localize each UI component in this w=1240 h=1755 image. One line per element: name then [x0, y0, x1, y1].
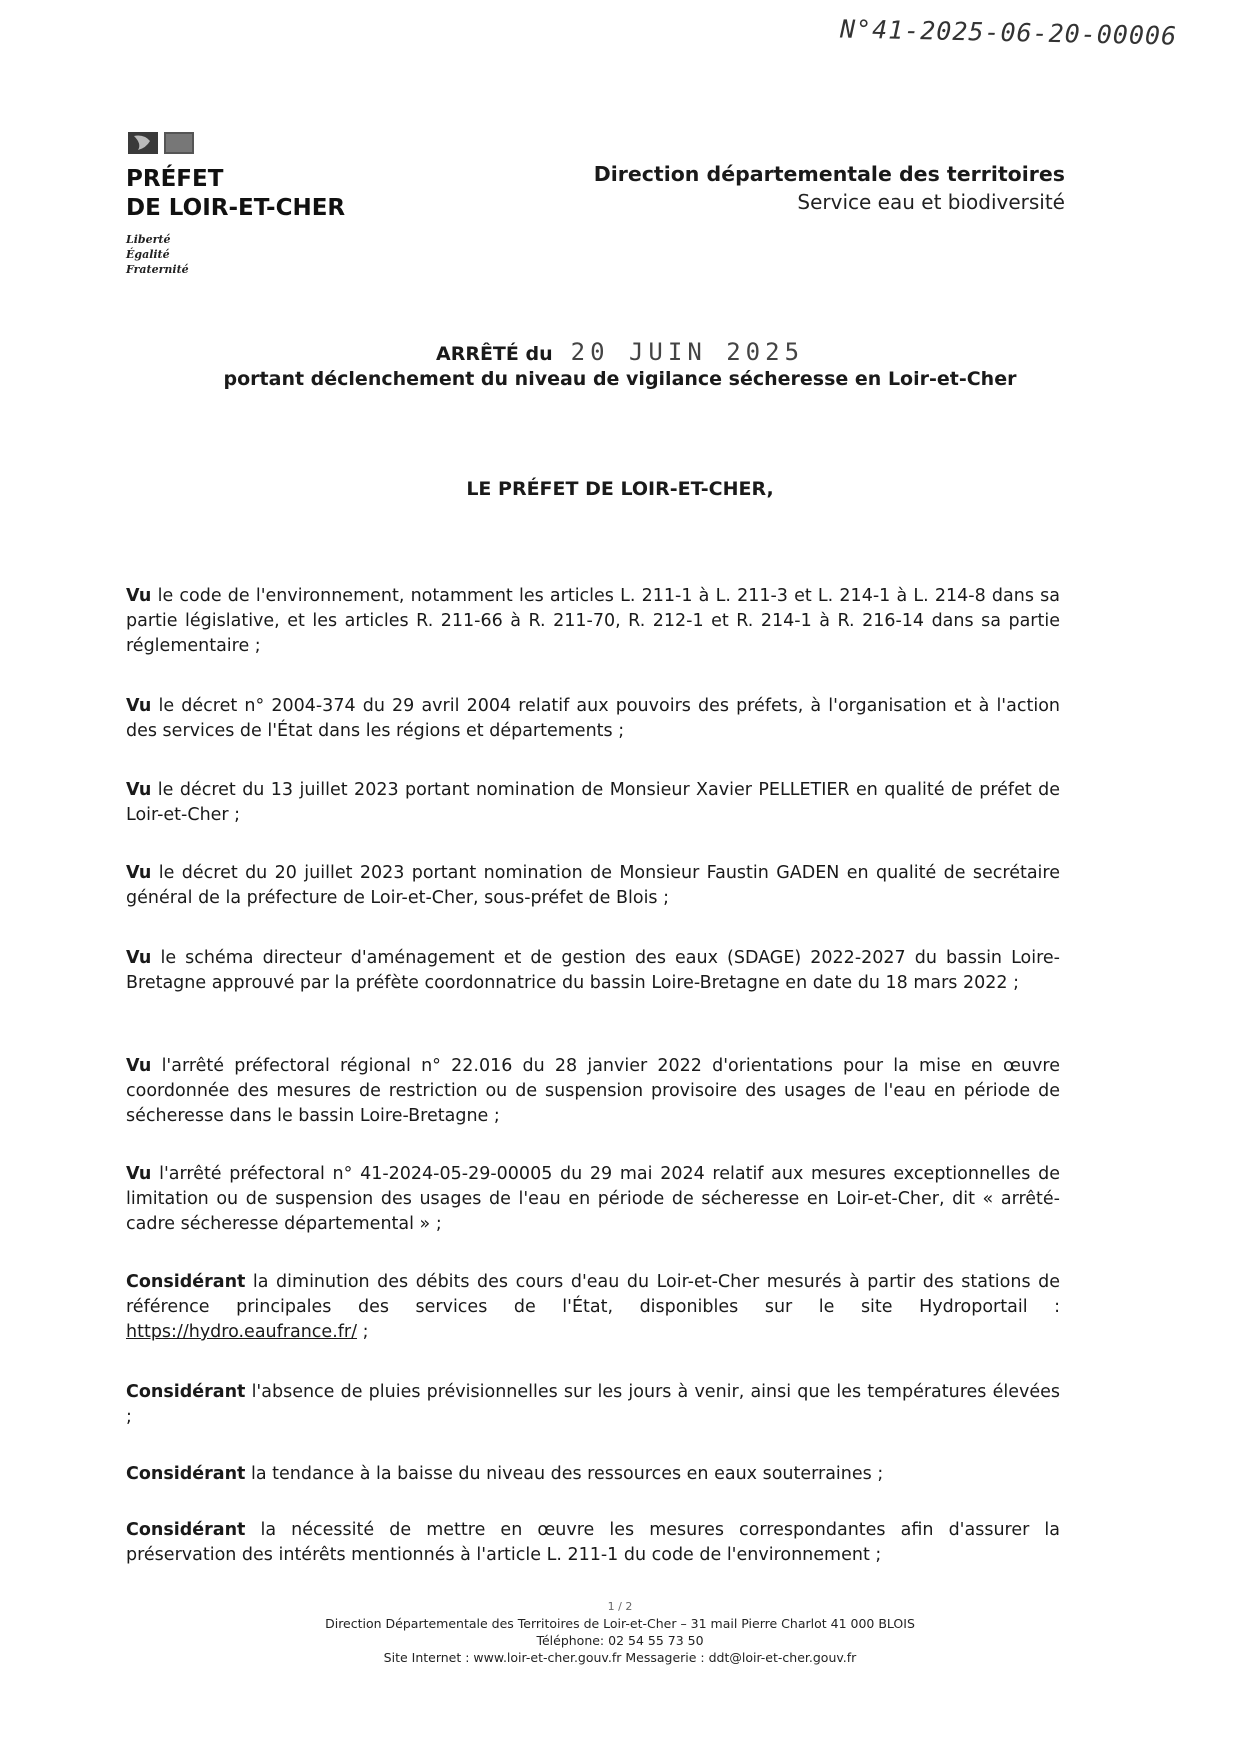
visa-paragraph: Vu le schéma directeur d'aménagement et de gestion des eaux (SDAGE) 2022-2027 du bassin Loire-Bretagne approuvé par la préfète coordonnatrice du bassin Loire-Bretagne en date du 18 mars 2022 ;: [126, 948, 1060, 993]
authority-heading: LE PRÉFET DE LOIR-ET-CHER,: [466, 478, 774, 500]
visa-paragraph: Vu l'arrêté préfectoral n° 41-2024-05-29-00005 du 29 mai 2024 relatif aux mesures exceptionnelles de limitation ou de suspension des usages de l'eau en période de sécheresse en Loir-et-Cher, dit « arrêté-cadre sécheresse départemental » ;: [126, 1164, 1060, 1234]
prefet-block: [126, 165, 345, 223]
visa-paragraph: Vu le décret n° 2004-374 du 29 avril 2004 relatif aux pouvoirs des préfets, à l'organisation et à l'action des services de l'État dans les régions et départements ;: [126, 696, 1060, 741]
motto-egalite: Égalité: [126, 248, 170, 261]
considerant-paragraph: Considérant la nécessité de mettre en œuvre les mesures correspondantes afin d'assurer la préservation des intérêts mentionnés à l'article L. 211-1 du code de l'environnement ;: [126, 1520, 1060, 1565]
motto-liberte: Liberté: [126, 233, 171, 246]
direction-block: [594, 160, 1065, 216]
motto: [126, 232, 189, 277]
visa-paragraph: Vu le décret du 13 juillet 2023 portant nomination de Monsieur Xavier PELLETIER en qualité de préfet de Loir-et-Cher ;: [126, 780, 1060, 825]
footer-phone: Téléphone: 02 54 55 73 50: [536, 1633, 704, 1648]
direction-name: Direction départementale des territoires: [593, 162, 1065, 186]
reference-number: N°41-2025-06-20-00006: [839, 14, 1178, 51]
arrete-subject: portant déclenchement du niveau de vigilance sécheresse en Loir-et-Cher: [223, 368, 1017, 390]
arrete-date-stamp: 20 JUIN 2025: [570, 338, 805, 366]
page-number: 1 / 2: [607, 1600, 633, 1613]
visa-paragraph: Vu le code de l'environnement, notamment les articles L. 211-1 à L. 211-3 et L. 214-1 à L. 214-8 dans sa partie législative, et les articles R. 211-66 à R. 211-70, R. 212-1 et R. 214-1 à R. 216-14 dans sa partie réglementaire ;: [126, 586, 1060, 656]
footer-site: Site Internet : www.loir-et-cher.gouv.fr Messagerie : ddt@loir-et-cher.gouv.fr: [383, 1650, 857, 1665]
marianne-logo: [128, 132, 200, 154]
arrete-title: [0, 338, 1240, 366]
visa-paragraph: Vu le décret du 20 juillet 2023 portant nomination de Monsieur Faustin GADEN en qualité de secrétaire général de la préfecture de Loir-et-Cher, sous-préfet de Blois ;: [126, 863, 1060, 908]
considerant-paragraph: Considérant la diminution des débits des cours d'eau du Loir-et-Cher mesurés à partir des stations de référence principales des services de l'État, disponibles sur le site Hydroportail : https://hydro.eaufrance.fr/ ;: [126, 1272, 1060, 1342]
visa-paragraph: Vu l'arrêté préfectoral régional n° 22.016 du 28 janvier 2022 d'orientations pour la mise en œuvre coordonnée des mesures de restriction ou de suspension provisoire des usages de l'eau en période de sécheresse dans le bassin Loire-Bretagne ;: [126, 1056, 1060, 1126]
arrete-label: ARRÊTÉ du: [435, 343, 553, 365]
footer-address: Direction Départementale des Territoires de Loir-et-Cher – 31 mail Pierre Charlot 41 000 BLOIS: [325, 1616, 915, 1631]
prefet-line1: PRÉFET: [126, 166, 224, 192]
service-name: Service eau et biodiversité: [797, 190, 1065, 214]
motto-fraternite: Fraternité: [126, 263, 189, 276]
prefet-line2: DE LOIR-ET-CHER: [126, 195, 346, 221]
considerant-paragraph: Considérant l'absence de pluies prévisionnelles sur les jours à venir, ainsi que les températures élevées ;: [126, 1382, 1060, 1427]
page-footer: [0, 1598, 1240, 1666]
hydroportail-link[interactable]: https://hydro.eaufrance.fr/: [126, 1322, 358, 1342]
considerant-paragraph: Considérant la tendance à la baisse du niveau des ressources en eaux souterraines ;: [126, 1464, 884, 1484]
